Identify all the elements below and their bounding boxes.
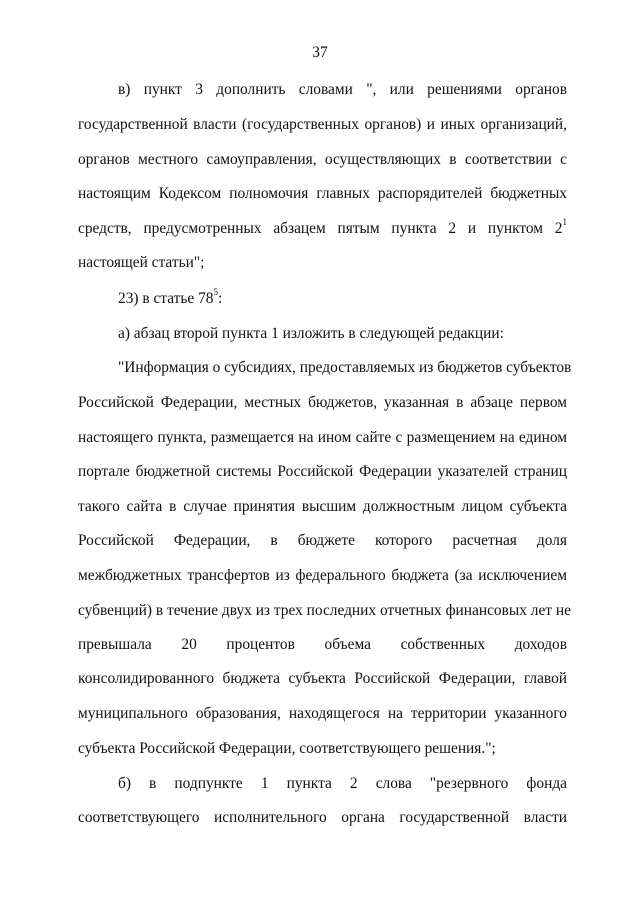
- text-line: настоящего пункта, размещается на ином сайте с размещением на едином: [78, 429, 567, 446]
- text-line: б) в подпункте 1 пункта 2 слова "резервного фонда: [118, 775, 567, 792]
- text-line: [118, 288, 567, 310]
- text-line: портале бюджетной системы Российской Федерации указателей страниц: [78, 463, 567, 480]
- text-line: субъекта Российской Федерации, соответствующего решения.";: [78, 740, 496, 757]
- text-line: органов местного самоуправления, осуществляющих в соответствии с: [78, 151, 567, 168]
- text-line: Российской Федерации, местных бюджетов, указанная в абзаце первом: [78, 394, 567, 411]
- text-line: "Информация о субсидиях, предоставляемых из бюджетов субъектов: [118, 359, 572, 376]
- text-line: в) пункт 3 дополнить словами ", или решениями органов: [118, 81, 567, 98]
- text-line: настоящей статьи";: [78, 254, 205, 271]
- text-line: межбюджетных трансфертов из федерального бюджета (за исключением: [78, 567, 567, 584]
- text-line-main: средств, предусмотренных абзацем пятым пункта 2 и пунктом 2: [78, 220, 563, 237]
- text-line: консолидированного бюджета субъекта Российской Федерации, главой: [78, 670, 567, 687]
- text-line: превышала 20 процентов объема собственных доходов: [78, 636, 567, 653]
- text-line: [78, 218, 567, 240]
- text-line: субвенций) в течение двух из трех последних отчетных финансовых лет не: [78, 602, 571, 619]
- page-number: 37: [312, 44, 328, 61]
- superscript: 5: [213, 286, 218, 297]
- text-line: государственной власти (государственных органов) и иных организаций,: [78, 116, 567, 133]
- text-line: соответствующего исполнительного органа государственной власти: [78, 809, 567, 826]
- text-line-main: 23) в статье 78: [118, 290, 214, 307]
- text-line: настоящим Кодексом полномочия главных распорядителей бюджетных: [78, 185, 567, 202]
- text-line: Российской Федерации, в бюджете которого расчетная доля: [78, 532, 567, 549]
- superscript: 1: [562, 216, 567, 227]
- text-line: такого сайта в случае принятия высшим должностным лицом субъекта: [78, 498, 567, 515]
- text-line: а) абзац второй пункта 1 изложить в следующей редакции:: [118, 325, 504, 342]
- text-line: муниципального образования, находящегося на территории указанного: [78, 705, 567, 722]
- text-line-tail: :: [217, 290, 223, 307]
